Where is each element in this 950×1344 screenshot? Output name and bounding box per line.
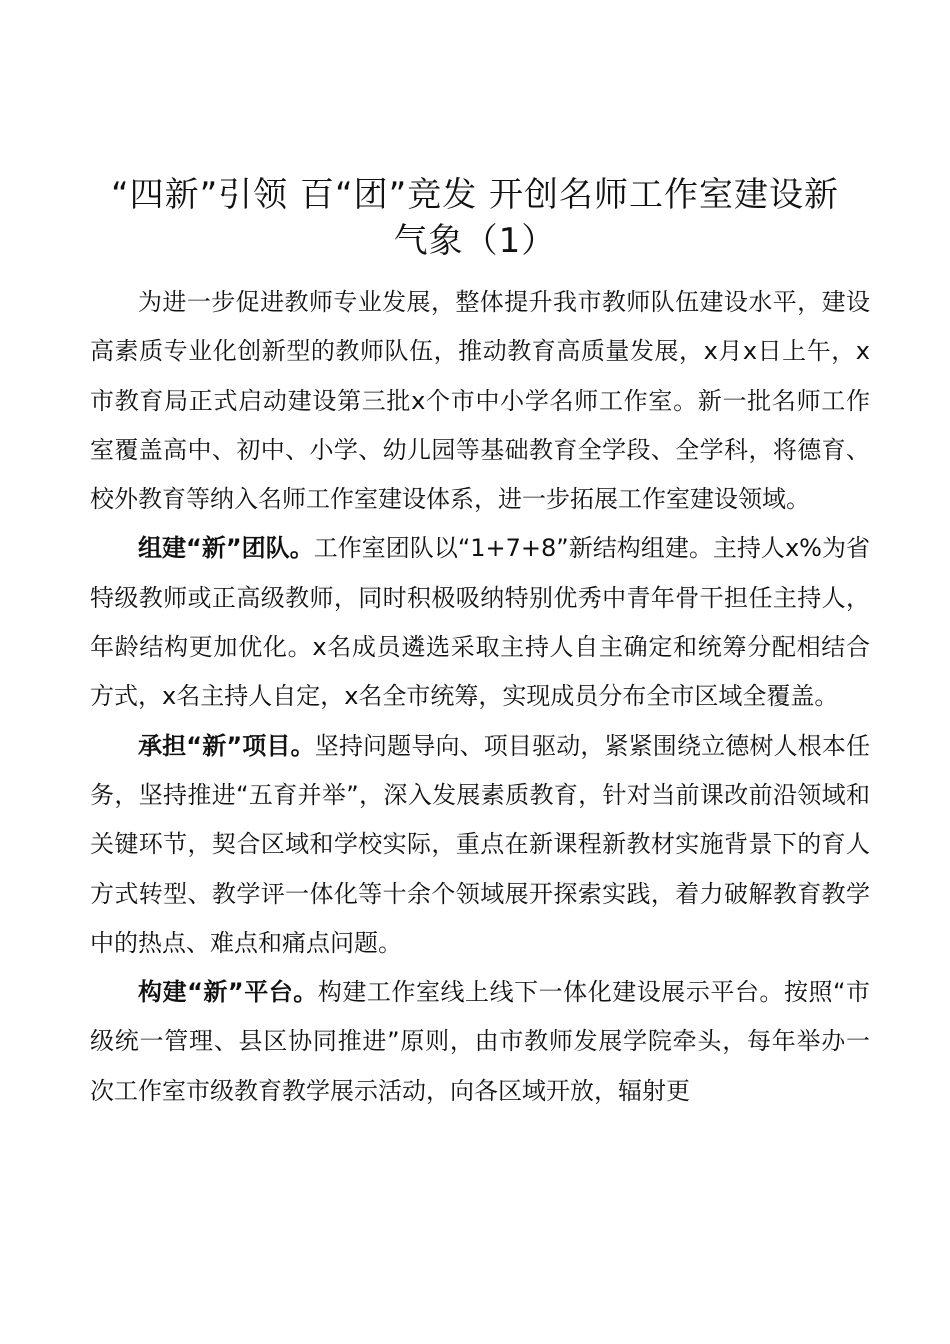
- section-heading-project: 承担“新”项目。: [138, 731, 315, 760]
- section-heading-team: 组建“新”团队。: [138, 534, 314, 563]
- section-text-team: 工作室团队以“1+7+8”新结构组建。主持人x%为省特级教师或正高级教师，同时积极吸纳特别优秀中青年骨干担任主持人，年龄结构更加优化。x名成员遴选采取主持人自主确定和统筹分配相结合方式，x名主持人自定，x名全市统筹，实现成员分布全市区域全覆盖。: [90, 534, 870, 711]
- intro-paragraph: 为进一步促进教师专业发展，整体提升我市教师队伍建设水平，建设高素质专业化创新型的教师队伍，推动教育高质量发展，x月x日上午，x市教育局正式启动建设第三批x个市中小学名师工作室。新一批名师工作室覆盖高中、初中、小学、幼儿园等基础教育全学段、全学科，将德育、校外教育等纳入名师工作室建设体系，进一步拓展工作室建设领域。: [90, 288, 870, 514]
- section-paragraph-platform: [90, 968, 870, 1116]
- section-paragraph-team: [90, 524, 870, 721]
- section-paragraph-project: [90, 722, 870, 968]
- document-title: “四新”引领 百“团”竞发 开创名师工作室建设新气象（1）: [110, 175, 840, 261]
- section-text-platform: 构建工作室线上线下一体化建设展示平台。按照“市级统一管理、县区协同推进”原则，由市教师发展学院牵头，每年举办一次工作室市级教育教学展示活动，向各区域开放，辐射更: [90, 978, 871, 1105]
- document-body: [90, 278, 870, 1116]
- section-text-project: 坚持问题导向、项目驱动，紧紧围绕立德树人根本任务，坚持推进“五育并举”，深入发展素质教育，针对当前课改前沿领域和关键环节，契合区域和学校实际，重点在新课程新教材实施背景下的育人方式转型、教学评一体化等十余个领域展开探索实践，着力破解教育教学中的热点、难点和痛点问题。: [90, 731, 870, 957]
- section-heading-platform: 构建“新”平台。: [138, 978, 318, 1007]
